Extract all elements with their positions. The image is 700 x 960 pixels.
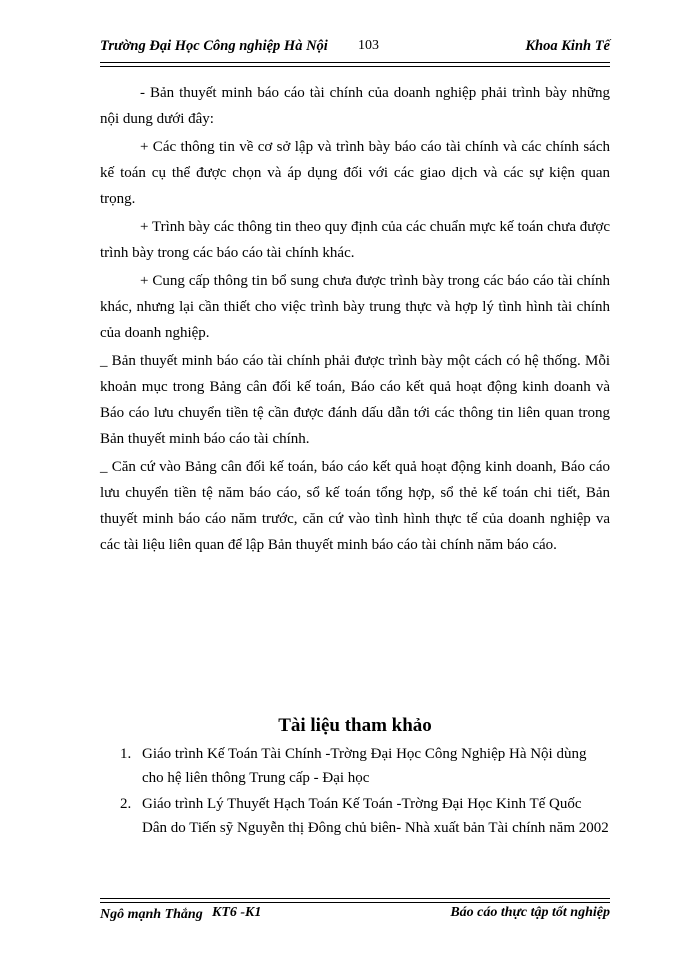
paragraph-systematic: _ Bản thuyết minh báo cáo tài chính phải được trình bày một cách có hệ thống. Mỗi khoản mục trong Bảng cân đối kế toán, Báo cáo kết quả hoạt động kinh doanh và Báo cáo lưu chuyển tiền tệ cần được đánh dấu dẫn tới các thông tin liên quan trong Bản thuyết minh báo cáo tài chính. — [100, 353, 610, 447]
reference-item — [120, 742, 610, 790]
reference-number: 2. — [120, 796, 132, 812]
header-divider — [100, 62, 610, 67]
reference-item — [120, 792, 610, 840]
header-school-name: Trường Đại Học Công nghiệp Hà Nội — [100, 38, 328, 54]
page-footer — [100, 905, 610, 927]
footer-class: KT6 -K1 — [212, 905, 262, 920]
references-title: Tài liệu tham khảo — [278, 715, 432, 736]
paragraph-item-1: + Các thông tin về cơ sở lập và trình bày báo cáo tài chính và các chính sách kế toán cụ thể được chọn và áp dụng đối với các giao dịch và các sự kiện quan trọng. — [100, 139, 610, 207]
paragraph-item-3: + Cung cấp thông tin bổ sung chưa được trình bày trong các báo cáo tài chính khác, nhưng lại cần thiết cho việc trình bày trung thực và hợp lý tình hình tài chính của doanh nghiệp. — [100, 273, 610, 341]
body-text — [100, 80, 610, 560]
footer-divider — [100, 898, 610, 903]
header-faculty-name: Khoa Kinh Tế — [525, 38, 610, 54]
references-list — [120, 742, 610, 842]
reference-text: Giáo trình Kế Toán Tài Chính -Trờng Đại Học Công Nghiệp Hà Nội dùng cho hệ liên thông Trung cấp - Đại học — [142, 746, 587, 786]
paragraph-basis: _ Căn cứ vào Bảng cân đối kế toán, báo cáo kết quả hoạt động kinh doanh, Báo cáo lưu chuyển tiền tệ năm báo cáo, sổ kế toán tổng hợp, sổ thẻ kế toán chi tiết, Bản thuyết minh báo cáo năm trước, căn cứ vào tình hình thực tế của doanh nghiệp va các tài liệu liên quan để lập Bản thuyết minh báo cáo tài chính năm báo cáo. — [100, 459, 610, 553]
footer-report-title: Báo cáo thực tập tốt nghiệp — [450, 905, 610, 920]
reference-number: 1. — [120, 746, 132, 762]
footer-author: Ngô mạnh Thắng — [100, 907, 203, 922]
paragraph-intro: - Bản thuyết minh báo cáo tài chính của doanh nghiệp phải trình bày những nội dung dưới đây: — [100, 85, 610, 127]
page-header — [100, 38, 610, 62]
paragraph-item-2: + Trình bày các thông tin theo quy định của các chuẩn mực kế toán chưa được trình bày trong các báo cáo tài chính khác. — [100, 219, 610, 261]
reference-text: Giáo trình Lý Thuyết Hạch Toán Kế Toán -Trờng Đại Học Kinh Tế Quốc Dân do Tiến sỹ Nguyễn thị Đông chủ biên- Nhà xuất bản Tài chính năm 2002 — [142, 796, 609, 836]
header-page-number: 103 — [358, 38, 379, 53]
